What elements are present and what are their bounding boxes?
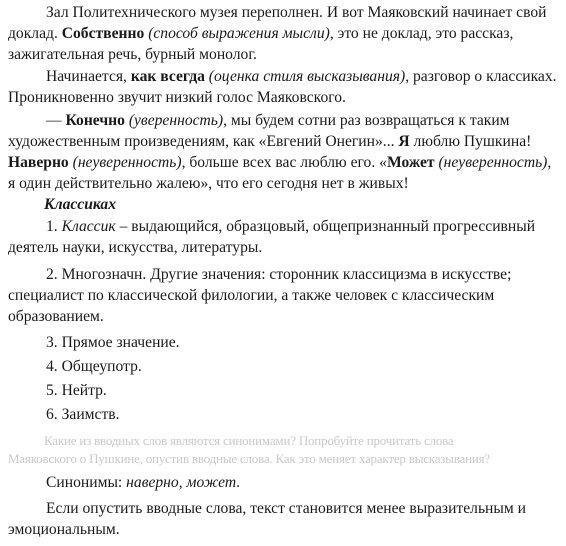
highlighted-word: как всегда [130,68,205,85]
paragraph-classics [8,66,562,108]
text: Начинается, [46,68,131,85]
synonyms-line [8,472,562,493]
text: , это не доклад, это рассказ, зажигательная речь, бурный монолог. [8,25,514,63]
text: 4. Общеупотр. [46,358,142,375]
text: люблю Пушкина! [409,133,532,150]
faint-bleedthrough-line-1 [44,432,562,450]
text: , больше всех вас люблю его. « [181,154,387,171]
highlighted-word: Конечно [65,112,125,129]
heading-text: Классиках [44,196,116,213]
annotation: (оценка стиля высказывания) [204,68,406,85]
definition-2 [8,264,562,327]
definition-4 [8,356,562,377]
text: 6. Заимств. [46,406,120,423]
annotation: (неуверенность) [68,154,182,171]
text: 2. Многозначн. Другие значения: сторонник классицизма в искусстве; специалист по классической филологии, а также человек с классическим образованием. [8,266,512,325]
text: 1. [46,218,62,235]
text: – выдающийся, образцовый, общепризнанный прогрессивный деятель науки, искусства, литературы. [8,218,536,256]
paragraph-quote [8,110,562,194]
annotation: (неуверенность) [434,154,548,171]
text: Синонимы: [46,474,127,491]
text: Какие из вводных слов являются синонимами? Попробуйте прочитать слова [44,433,454,448]
highlighted-word: Я [398,133,410,150]
term: Классик [61,218,116,235]
paragraph-intro [8,2,562,65]
text: . [236,474,241,491]
text: Если опустить вводные слова, текст становится менее выразительным и эмоциональным. [8,500,526,538]
definition-6 [8,404,562,425]
text: , я один действительно жалею», что его сегодня нет в живых! [8,154,552,192]
definition-3 [8,332,562,353]
synonyms: наверно, может [126,474,237,491]
text: , мы будем сотни раз возвращаться к таким художественным произведениям, как «Евгений Онегин»... [8,112,510,150]
annotation: (уверенность) [124,112,224,129]
definition-5 [8,380,562,401]
definition-1 [8,216,562,258]
annotation: (способ выражения мысли) [144,25,330,42]
faint-bleedthrough-line-2 [8,450,562,468]
highlighted-word: Наверно [8,154,69,171]
highlighted-word: Собственно [61,25,145,42]
text: — [46,112,66,129]
text: Маяковского о Пушкине, опустив вводные слова. Как это меняет характер высказывания? [8,451,490,466]
conclusion-paragraph [8,498,562,540]
section-heading [44,194,562,215]
text: Зал Политехнического музея переполнен. И вот Маяковский начинает свой доклад. [8,4,547,42]
text: 5. Нейтр. [46,382,107,399]
text: 3. Прямое значение. [46,334,180,351]
highlighted-word: Может [386,154,435,171]
text: , разговор о классиках. Проникновенно звучит низкий голос Маяковского. [8,68,557,106]
